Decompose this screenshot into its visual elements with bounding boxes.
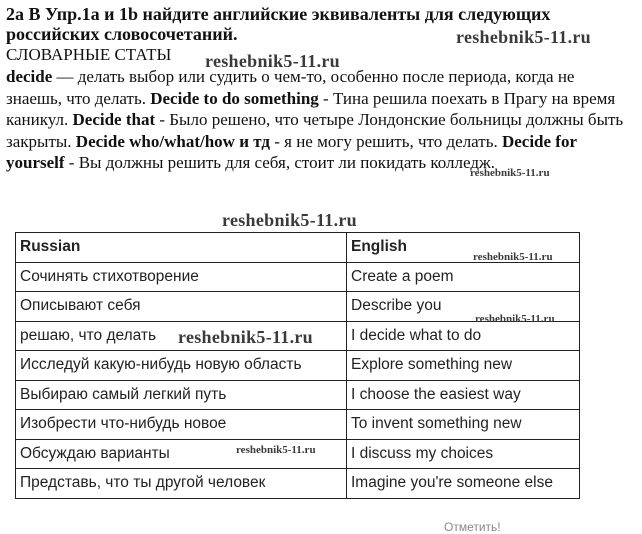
exercise-heading: 2а В Упр.1а и 1b найдите английские эквиваленты для следующих российских словосочетаний. [6,4,551,44]
footer-cut-text: Отметить! [444,520,501,534]
russian-cell: Выбираю самый легкий путь [16,380,347,410]
column-header-english: English [347,233,580,263]
entry-term: Decide who/what/how и тд [75,131,270,151]
watermark: reshebnik5-11.ru [456,27,591,47]
entry-term: Decide to do something [150,88,319,108]
english-cell: I discuss my choices [347,439,580,469]
russian-cell: Представь, что ты другой человек [16,469,347,499]
entry-term: decide [6,67,53,86]
dictionary-entries [6,66,634,174]
watermark: reshebnik5-11.ru [236,444,316,456]
watermark: reshebnik5-11.ru [475,313,555,325]
entry-text: - Вы должны решить для себя, стоит ли покидать колледж. [64,153,495,172]
table-row [16,410,580,440]
english-cell: Create a poem [347,262,580,292]
watermark: reshebnik5-11.ru [473,251,553,263]
english-cell: Explore something new [347,351,580,381]
entry-text: - я не могу решить, что делать. [269,131,502,151]
table-row [16,262,580,292]
watermark: reshebnik5-11.ru [205,51,340,71]
watermark: reshebnik5-11.ru [470,167,550,179]
entry-term: Decide for yourself [6,131,577,172]
english-cell: Describe you [347,292,580,322]
table-row [16,351,580,381]
entry-text: - Было решено, что четыре Лондонские больницы должны быть закрыты. [6,110,624,151]
russian-cell: Обсуждаю варианты [16,439,347,469]
column-header-russian: Russian [16,233,347,263]
english-cell: Imagine you're someone else [347,469,580,499]
watermark: reshebnik5-11.ru [178,327,313,347]
section-title: СЛОВАРНЫЕ СТАТЫ [6,45,172,64]
english-cell: I choose the easiest way [347,380,580,410]
english-cell: To invent something new [347,410,580,440]
watermark: reshebnik5-11.ru [222,210,357,230]
entry-text: - Тина решила поехать в Прагу на время каникул. [6,88,616,129]
russian-cell: решаю, что делать [16,321,347,351]
russian-cell: Сочинять стихотворение [16,262,347,292]
table-row [16,469,580,499]
entry-text: — делать выбор или судить о чем-то, особенно после периода, когда не знаешь, что делать. [6,67,575,108]
russian-cell: Изобрести что-нибудь новое [16,410,347,440]
entry-term: Decide that [72,110,156,129]
russian-cell: Описывают себя [16,292,347,322]
russian-cell: Исследуй какую-нибудь новую область [16,351,347,381]
translation-table [15,232,580,499]
table-row [16,380,580,410]
english-cell: I decide what to do [347,321,580,351]
